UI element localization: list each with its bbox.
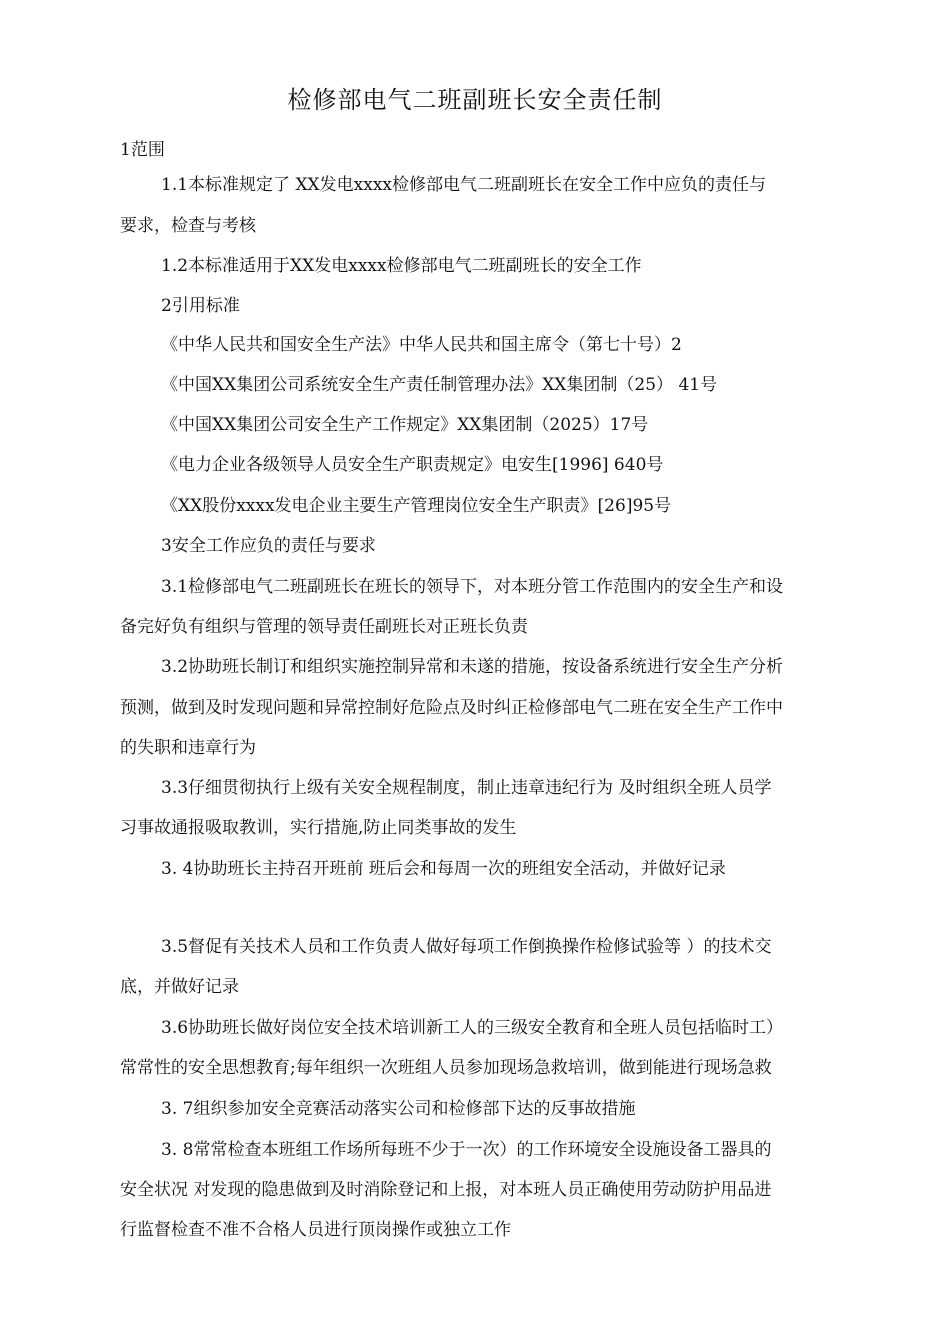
document-title: 检修部电气二班副班长安全责任制: [287, 86, 663, 114]
reference-item: 《中华人民共和国安全生产法》中华人民共和国主席令（第七十号）2: [161, 335, 682, 355]
paragraph-line: 3. 4协助班长主持召开班前 班后会和每周一次的班组安全活动，并做好记录: [161, 859, 726, 879]
paragraph-line: 行监督检查不准不合格人员进行顶岗操作或独立工作: [120, 1220, 511, 1240]
paragraph-line: 预测，做到及时发现问题和异常控制好危险点及时纠正检修部电气二班在安全生产工作中: [120, 698, 783, 718]
paragraph-line: 3.6协助班长做好岗位安全技术培训新工人的三级安全教育和全班人员包括临时工）: [161, 1018, 784, 1038]
paragraph-line: 3.5督促有关技术人员和工作负责人做好每项工作倒换操作检修试验等 ）的技术交: [161, 937, 772, 957]
section-heading-scope: 1范围: [120, 140, 165, 160]
paragraph-line: 习事故通报吸取教训，实行措施,防止同类事故的发生: [120, 818, 517, 838]
paragraph-line: 要求，检查与考核: [120, 216, 256, 236]
reference-item: 《XX股份xxxx发电企业主要生产管理岗位安全生产职责》[26]95号: [161, 496, 672, 516]
paragraph-line: 1.1本标准规定了 XX发电xxxx检修部电气二班副班长在安全工作中应负的责任与: [161, 175, 766, 195]
paragraph-line: 安全状况 对发现的隐患做到及时消除登记和上报，对本班人员正确使用劳动防护用品进: [120, 1180, 772, 1200]
paragraph-line: 的失职和违章行为: [120, 738, 256, 758]
paragraph-line: 3. 7组织参加安全竞赛活动落实公司和检修部下达的反事故措施: [161, 1099, 636, 1119]
section-heading-responsibilities: 3安全工作应负的责任与要求: [161, 536, 376, 556]
paragraph-line: 底，并做好记录: [120, 977, 239, 997]
section-heading-references: 2引用标准: [161, 296, 240, 316]
paragraph-line: 常常性的安全思想教育;每年组织一次班组人员参加现场急救培训，做到能进行现场急救: [120, 1058, 772, 1078]
reference-item: 《中国XX集团公司安全生产工作规定》XX集团制（2025）17号: [161, 415, 649, 435]
reference-item: 《电力企业各级领导人员安全生产职责规定》电安生[1996] 640号: [161, 455, 664, 475]
reference-item: 《中国XX集团公司系统安全生产责任制管理办法》XX集团制（25） 41号: [161, 375, 718, 395]
paragraph-line: 3. 8常常检查本班组工作场所每班不少于一次）的工作环境安全设施设备工器具的: [161, 1140, 772, 1160]
paragraph-line: 1.2本标准适用于XX发电xxxx检修部电气二班副班长的安全工作: [161, 256, 642, 276]
paragraph-line: 3.2协助班长制订和组织实施控制异常和未遂的措施，按设备系统进行安全生产分析: [161, 657, 784, 677]
paragraph-line: 3.1检修部电气二班副班长在班长的领导下，对本班分管工作范围内的安全生产和设: [161, 577, 784, 597]
paragraph-line: 备完好负有组织与管理的领导责任副班长对正班长负责: [120, 617, 528, 637]
paragraph-line: 3.3仔细贯彻执行上级有关安全规程制度，制止违章违纪行为 及时组织全班人员学: [161, 778, 772, 798]
